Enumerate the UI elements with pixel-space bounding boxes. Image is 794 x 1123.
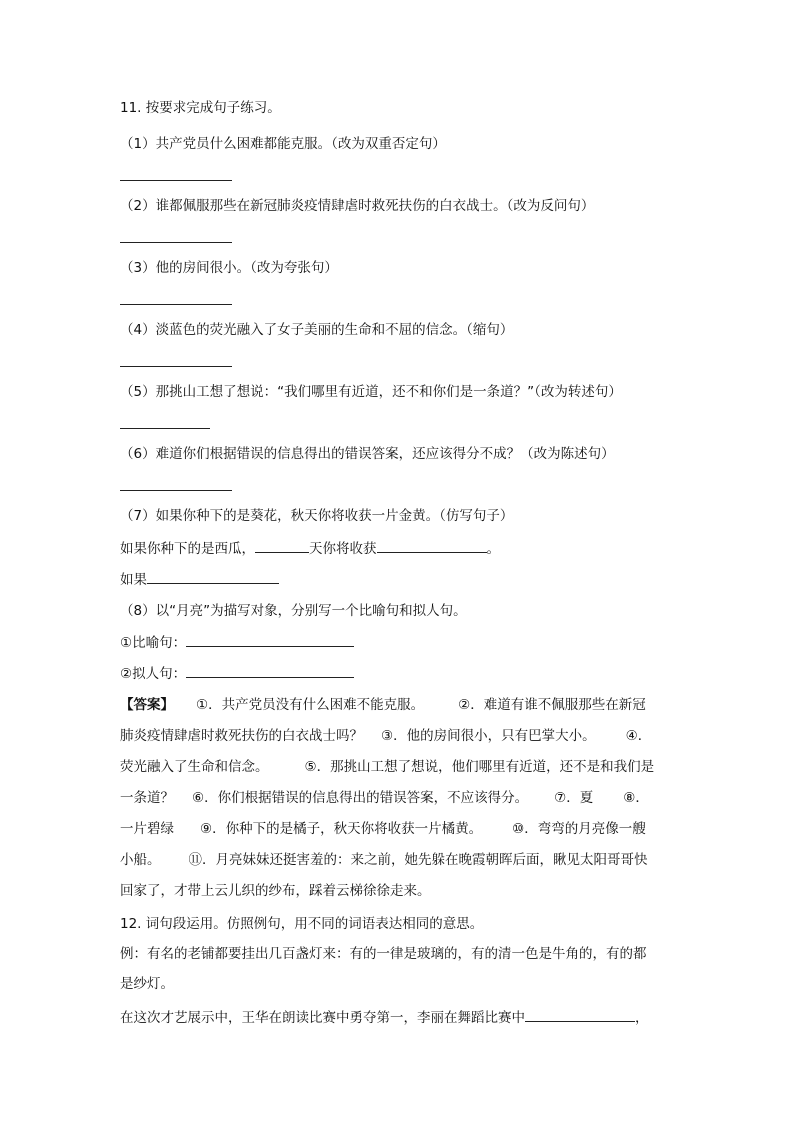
fill-7a-blank-season[interactable] <box>255 538 309 553</box>
answer-line-2 <box>120 726 651 746</box>
answer-text: ⑥．你们根据错误的信息得出的错误答案，不应该得分。 <box>192 790 529 806</box>
metaphor-label: ①比喻句： <box>120 635 187 651</box>
q12-task-line <box>120 1007 649 1028</box>
answer-line-4 <box>120 788 649 808</box>
fill-7a-suffix: 。 <box>486 541 500 557</box>
answer-text: 一条道？ <box>120 790 174 806</box>
answer-text: ⑨．你种下的是橘子，秋天你将收获一片橘黄。 <box>200 821 483 837</box>
q11-item-7: （7）如果你种下的是葵花，秋天你将收获一片金黄。（仿写句子） <box>120 508 514 524</box>
q11-item-5: （5）那挑山工想了想说：“我们哪里有近道，还不和你们是一条道？”（改为转述句） <box>120 384 622 400</box>
personification-blank[interactable] <box>186 663 354 678</box>
answer-text: ⑩．弯弯的月亮像一艘 <box>512 821 646 837</box>
q11-item-8: （8）以“月亮”为描写对象，分别写一个比喻句和拟人句。 <box>120 603 467 619</box>
fill-7a-blank-harvest[interactable] <box>377 538 487 553</box>
answer-text: 小船。 <box>120 852 161 868</box>
fill-7b-blank[interactable] <box>147 569 279 584</box>
answer-blank-5[interactable] <box>120 414 210 429</box>
q12-task-suffix: ， <box>635 1010 649 1026</box>
answer-text: ⑪．月亮妹妹还挺害羞的：来之前，她先躲在晚霞朝晖后面，瞅见太阳哥哥快 <box>188 852 648 868</box>
fill-7b-prefix: 如果 <box>120 572 147 588</box>
answer-text: ③．他的房间很小，只有巴掌大小。 <box>381 728 596 744</box>
fill-7a-middle: 天你将收获 <box>309 541 377 557</box>
answer-text: ⑦．夏 <box>554 790 594 806</box>
answer-line-6 <box>120 850 648 870</box>
q11-item-6: （6）难道你们根据错误的信息得出的错误答案，还应该得分不成？（改为陈述句） <box>120 446 615 462</box>
personification-label: ②拟人句： <box>120 666 187 682</box>
metaphor-blank[interactable] <box>186 632 354 647</box>
personification-line <box>120 663 354 684</box>
answer-line-5 <box>120 819 646 839</box>
q11-item-3: （3）他的房间很小。（改为夸张句） <box>120 260 338 276</box>
answer-text: ⑧． <box>623 790 649 806</box>
answer-text: ⑤．那挑山工想了想说，他们哪里有近道，还不是和我们是 <box>304 759 655 775</box>
answer-text: ②．难道有谁不佩服那些在新冠 <box>458 697 646 713</box>
q11-fill-7a <box>120 538 500 559</box>
q11-item-2: （2）谁都佩服那些在新冠肺炎疫情肆虐时救死扶伤的白衣战士。（改为反问句） <box>120 198 595 214</box>
answer-blank-4[interactable] <box>120 352 232 367</box>
answer-blank-2[interactable] <box>120 228 232 243</box>
question-11-title: 11. 按要求完成句子练习。 <box>120 100 281 116</box>
answer-blank-1[interactable] <box>120 166 232 181</box>
question-12-title: 12. 词句段运用。仿照例句，用不同的词语表达相同的意思。 <box>120 916 484 932</box>
answer-text: 肺炎疫情肆虐时救死扶伤的白衣战士吗？ <box>120 728 363 744</box>
fill-7a-prefix: 如果你种下的是西瓜， <box>120 541 255 557</box>
answer-blank-6[interactable] <box>120 476 232 491</box>
q11-fill-7b <box>120 569 279 590</box>
answer-text: 一片碧绿 <box>120 821 174 837</box>
q12-example-line-1: 例：有名的老铺都要挂出几百盏灯来：有的一律是玻璃的，有的清一色是牛角的，有的都 <box>120 946 647 962</box>
answer-line-3 <box>120 757 654 777</box>
metaphor-line <box>120 632 354 653</box>
answer-text: ④． <box>625 728 652 744</box>
answer-blank-3[interactable] <box>120 290 232 305</box>
answer-line-1 <box>120 695 646 715</box>
q11-item-1: （1）共产党员什么困难都能克服。（改为双重否定句） <box>120 136 446 152</box>
answer-text: ①．共产党员没有什么困难不能克服。 <box>196 697 425 713</box>
answer-line-7: 回家了，才带上云儿织的纱布，踩着云梯徐徐走来。 <box>120 883 431 899</box>
q12-blank[interactable] <box>525 1007 635 1022</box>
q11-item-4: （4）淡蓝色的荧光融入了女子美丽的生命和不屈的信念。（缩句） <box>120 322 514 338</box>
q12-example-line-2: 是纱灯。 <box>120 976 174 992</box>
q12-task-prefix: 在这次才艺展示中，王华在朗读比赛中勇夺第一，李丽在舞蹈比赛中 <box>120 1010 525 1026</box>
answer-label: 【答案】 <box>120 697 174 713</box>
answer-text: 荧光融入了生命和信念。 <box>120 759 269 775</box>
